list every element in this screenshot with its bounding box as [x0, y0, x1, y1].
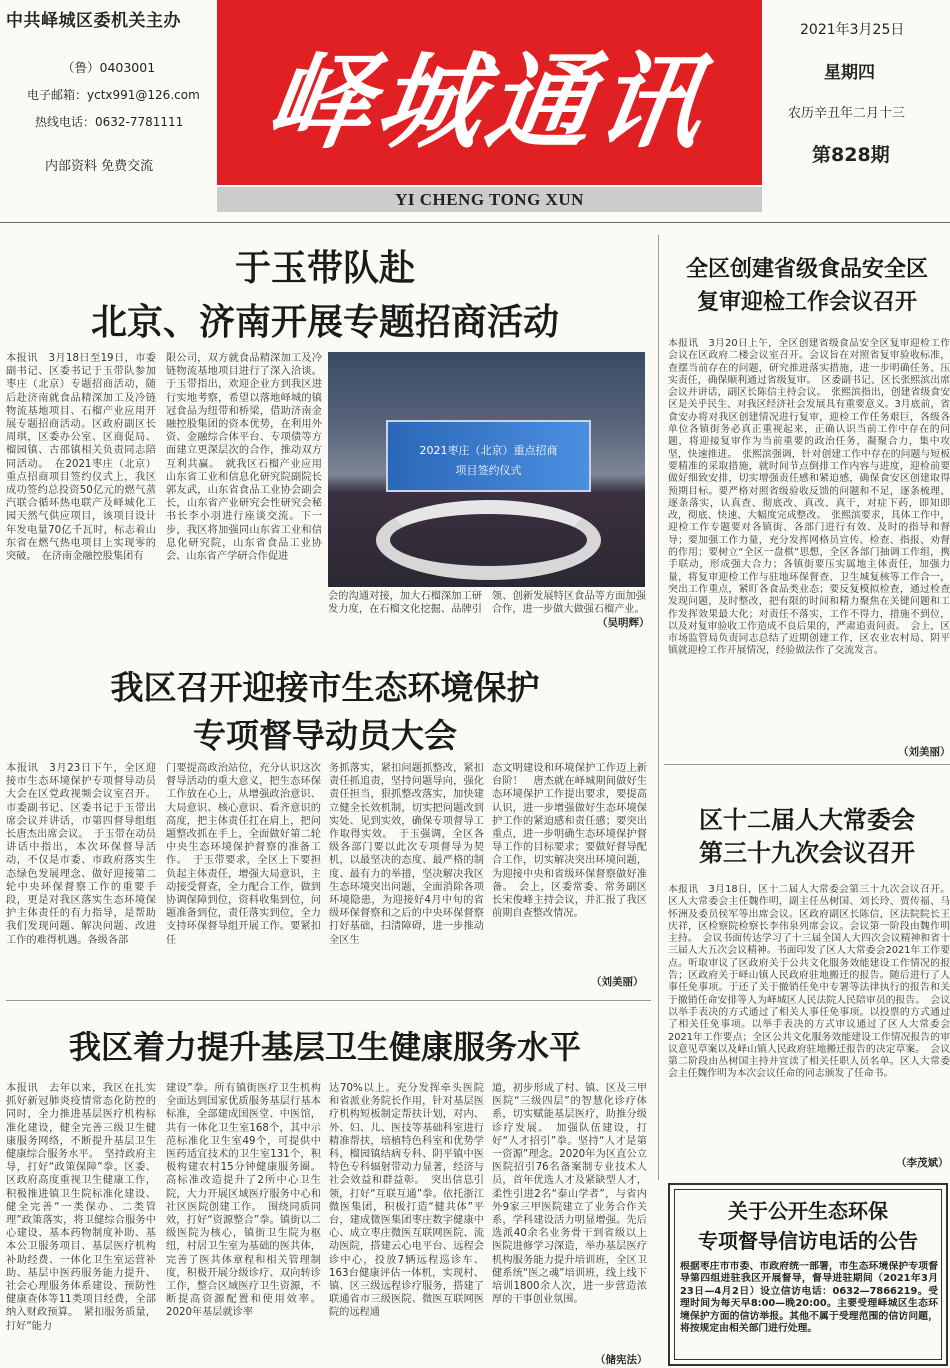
- masthead-rule: [0, 222, 950, 223]
- art2-headline-2: 专项督导动员大会: [193, 716, 457, 755]
- art4-byline: （刘美丽）: [898, 746, 950, 758]
- art3-column-2: 建设”拳。所有镇街医疗卫生机构全面达到国家优质服务基层行基本标准，全部建成国医堂、中医馆，共有一体化卫生室168个，其中示范标准化卫生室49个，可提供中医药适宜技术的卫生室131个，积极构建农村15分钟健康服务圈。高标准改造提升了2所中心卫生院，大力开展区域医疗服务中心和社区医院创建工作。 围绕同质同效，打好“资源整合”拳。镇街以二级医院为核心，镇街卫生院为枢纽，村居卫生室为基础的医共体，完善了医共体章程和相关管理制度，积极开展分级诊疗、双向转诊工作，整合区域医疗卫生资源，不断提高资源配置和使用效率。2020年基层就诊率: [166, 1083, 321, 1319]
- art4-headline-1: 全区创建省级食品安全区: [685, 257, 928, 282]
- art4-headline-2: 复审迎检工作会议召开: [696, 290, 917, 315]
- art3-headline: 我区着力提升基层卫生健康服务水平: [68, 1028, 581, 1066]
- weekday: 星期四: [824, 63, 875, 83]
- art2-headline-1: 我区召开迎接市生态环境保护: [110, 668, 540, 707]
- art5-byline: （李茂斌）: [896, 1157, 949, 1169]
- art2-column-3: 务抓落实，紧扣问题抓整改，紧扣责任抓追责，坚持问题导向，强化责任担当，狠抓整改落实，加快建立健全长效机制，切实把问题改到实处、见到实效，确保专项督导工作取得实效。 于玉强调，全区各级各部门要以此次专项督导为契机，以最坚决的态度、最严格的制度、最有力的举措，坚决解决我区生态环境突出问题，全面消除各项环境隐患，为迎接好4月中旬的省级环保督察和之后的中央环保督察打好基础，扫清障碍，进一步推动全区生: [329, 763, 484, 946]
- notice-box: [668, 1183, 948, 1366]
- signing-ceremony-photo: [328, 352, 645, 587]
- column-divider: [658, 235, 659, 1180]
- art5-headline-2: 第三十九次会议召开: [699, 839, 915, 867]
- photo-screen-line-2: 项目签约仪式: [455, 464, 522, 477]
- right-separator-1: [664, 764, 950, 765]
- art5-body: 本报讯 3月18日，区十二届人大常委会第三十九次会议召开。区人大常委会主任魏作明，副主任丛树国、刘长玲、贾传福、马怀洲及委员侯军等出席会议。区政府副区长陈信，区法院院长王庆祥，区检察院检察长李伟泉列席会议。会议第一阶段由魏作明主持。 会议书面传达学习了十三届全国人大四次会议精神和省十三届人大五次会议精神。书面印发了区人大常委会2021年工作要点。听取审议了区政府关于公共文化服务效能建设工作情况的报告；区政府关于峄山镇人民政府驻地搬迁的报告。随后进行了人事任免事项。于还了关于撤销任免中专署等法律执行的报告和关于撤销任命安排等人为峄城区人民法院人民陪审员的报告。 会议以举手表决的方式通过了相关人事任免事项。以投票的方式通过了相关任免事项。以举手表决的方式审议通过了区人大常委会2021年工作要点；全区公共文化服务效能建设工作情况报告的审议意见草案以及峄山镇人民政府驻地搬迁报告的决定草案。 会议第二阶段由丛树国主持并宣读了相关任职人员名单。区人大常委会主任魏作明为本次会议任命的同志颁发了任命书。: [668, 884, 950, 1080]
- art5-headline-1: 区十二届人大常委会: [699, 806, 915, 834]
- photo-screen: [386, 420, 591, 492]
- photo-meeting-table: [376, 500, 601, 580]
- distribution-note: 内部资料 免费交流: [45, 159, 154, 174]
- issue-date: 2021年3月25日: [800, 22, 905, 38]
- title-pinyin: YI CHENG TONG XUN: [217, 187, 762, 212]
- art1-column-1: 本报讯 3月18日至19日，市委副书记、区委书记于玉带队参加枣庄（北京）专题招商活动，随后赴济南就食品精深加工及冷链物流基地项目、石榴产业应用开展专题招商活动。区政府副区长周琪，区委办公室、区商促局、榴园镇、古邵镇相关负责同志陪同活动。 在2021枣庄（北京）重点招商项目签约仪式上，我区成功签约总投资50亿元的燃气蒸汽联合循环热电联产及峄城化工园天然气供应项目，该项目设计年发电量70亿千瓦时，标志着山东省在燃气热电项目上实现零的突破。 在济南金融控股集团有: [6, 353, 156, 563]
- notice-body: 根据枣庄市市委、市政府统一部署，市生态环境保护专项督导第四组进驻我区开展督导，督导进驻期间（2021年3月23日—4月2日）设立信访电话：0632—7866219。受理时间为每天早8:00—晚20:00。主要受理峄城区生态环境保护方面的信访举报。其他不属于受理范围的信访问题，将按规定由相关部门进行处理。: [680, 1261, 938, 1335]
- art2-column-4: 态文明建设和环境保护工作迈上新台阶！ 唐杰就在峄城期间做好生态环境保护工作提出要求，要提高认识，进一步增强做好生态环境保护工作的紧迫感和责任感；要突出重点，进一步明确生态环境保护督导工作的目标要求；要做好督导配合工作，切实解决突出环境问题，为迎接中央和省级环保督察做好准备。 会上，区委常委、常务副区长宋俊峰主持会议，并汇报了我区前期自查整改情况。: [492, 763, 647, 920]
- art4-body: 本报讯 3月20日上午，全区创建省级食品安全区复审迎检工作会议在区政府二楼会议室召开。会议旨在对照省复审验收标准，查摆当前存在的问题，研究推进落实措施，进一步明确任务、压实责任，确保顺利通过省级复审。 区委副书记、区长张熙滨出席会议并讲话，副区长陈信主持会议。 张熙滨指出，创建省级食安区是关乎民生、对我区经济社会发展具有重要意义。3月底前，省食安办将对我区创建情况进行复审，迎检工作任务艰巨，各级各单位各镇街务必真正重视起来，正确认识当前工作中存在的问题，将迎接复审作为当前重要的政治任务，凝聚合力，集中攻坚，快速推进。 张熙滨强调，针对创建工作中存在的问题与短板要精准的采取措施，就时间节点倒排工作内容与进度，迎检前要做好细致安排，切实增强责任感和紧迫感，确保食安区创建取得预期目标。要严格对照省级验收反馈的问题和不足，逐条梳理、逐条落实，认真查、彻底改、真改、真干，对症下药，即知即改，彻底、快速、大幅度完成整改。 张熙滨要求，具体工作中，迎检工作专题要对各镇街、各部门进行有效、及时的指导和督导；要加强工作力量，充分发挥网格员宣传、检查、指报、劝督的作用；要树立“全区一盘棋”思想，全区各部门抽调工作组，携手联动，形成强大合力；各镇街要压实属地主体责任，加强力量，将复审迎检工作与驻地环保督查、卫生城复核等工作合一，突出工作重点，紧盯各食品类业态；要反复模拟检查，通过检查发现问题，及时整改，把有限的时间和精力聚焦在关键问题和工作发挥效果最大化；对责任不落实，工作不得力，措施不到位，以及对复审验收工作造成不良后果的，严肃追责问责。 会上，区市场监管局负责同志总结了近期创建工作，区农业农村局、阴平镇就迎检工作开展情况，经验做法作了交流发言。: [668, 338, 950, 657]
- art2-byline: （刘美丽）: [591, 976, 644, 988]
- article-separator: [6, 1000, 651, 1001]
- art1-headline-2: 北京、济南开展专题招商活动: [90, 302, 559, 343]
- photo-screen-line-1: 2021枣庄（北京）重点招商: [419, 444, 558, 457]
- art2-column-2: 门要提高政治站位，充分认识这次督导活动的重大意义，把生态环保工作放在心上，从增强政治意识、大局意识、核心意识、看齐意识的高度，把主体责任扛在肩上，把问题整改抓在手上，全面做好第二轮中央生态环境保护督察的准备工作。 于玉带要求，全区上下要担负起主体责任，增强大局意识，主动接受督查，全力配合工作，做到协调保障到位，资料收集到位，问题准备到位，责任落实到位，全力支持环保督导组开展工作。要紧扣任: [166, 763, 321, 946]
- art1-headline-1: 于玉带队赴: [234, 248, 415, 289]
- art3-column-3: 达70%以上。充分发挥牵头医院和省派业务院长作用，针对基层医疗机构短板制定帮扶计划，对内、外、妇、儿、医技等基础科室进行精准帮扶，培植特色科室和优势学科，榴园镇结病专科、阴平镇中医特色专科辐射带动力显著，经济与社会效益和群益彰。 突出信息引领，打好“互联互通”拳。依托浙江微医集团，积极打造“健共体”平台，建成微医集团枣庄数字健康中心、成立枣庄微医互联网医院、流动医院，搭建云心电平台、远程会诊中心，投放7辆远程巡诊车、163台健康评估一体机，实现村、镇、区三级远程诊疗服务，搭建了联通省市三级医院、微医互联网医院的远程通: [329, 1083, 484, 1319]
- masthead-right: [764, 0, 950, 185]
- art3-byline: （储宪法）: [595, 1354, 648, 1366]
- art2-column-1: 本报讯 3月23日下午，全区迎接市生态环境保护专项督导动员大会在区党政视频会议室召开。市委副书记、区委书记于玉带出席会议并讲话，市第四督导组组长唐杰出席会议。 于玉带在动员讲话中指出，本次环保督导活动，不仅是市委、市政府落实生态绿色发展理念、做好迎接第二轮中央环保督察工作的重要手段，更是对我区落实生态环境保护主体责任的有力指导，是帮助我们发现问题、解决问题、改进工作的难得机遇。各级各部: [6, 763, 156, 946]
- notice-title-2: 专项督导信访电话的公告: [698, 1229, 918, 1253]
- lunar-date: 农历辛丑年二月十三: [788, 106, 906, 121]
- art1-byline: （吴明辉）: [597, 617, 650, 629]
- masthead-title-block: [217, 0, 762, 185]
- hotline: 热线电话：0632-7781111: [35, 115, 184, 129]
- notice-title-1: 关于公开生态环保: [728, 1199, 888, 1223]
- art1-column-2: 限公司，双方就食品精深加工及冷链物流基地项目进行了深入洽谈。于玉带指出，欢迎企业方到我区进行实地考察，希望以落地峄城的镇冠食品为纽带和桥梁，借助济南金融控股集团的资本优势，在利用外资、金融综合体平台、专项债等方面建立更深层次的合作，推动双方互利共赢。 就我区石榴产业应用山东省工业和信息化研究院副院长郭友武，山东省食品工业协会副会长，山东省产业研究会性研究会秘书长李小羽进行座谈交流。下一步，我区将加强同山东省工业和信息化研究院，山东省食品工业协会、山东省产学研合作促进: [166, 353, 322, 563]
- masthead-left: [0, 0, 215, 185]
- art3-column-4: 道，初步形成了村、镇、区及三甲医院“三级四层”的智慧化诊疗体系，切实赋能基层医疗，助推分级诊疗发展。 加强队伍建设，打好“人才招引”拳。坚持“人才是第一资源”理念。2020年为区直公立医院招引76名备案制专业技术人员，首年优选人才及紧缺型人才，柔性引进2名“泰山学者”，与省内外9家三甲医院建立了业务合作关系，学科建设活力明显增强。先后选派40余名业务骨干到省级以上医院进修学习深造，举办基层医疗机构服务能力提升培训班，全区卫健系统“医之魂”培训班，线上线下培训1800余人次，进一步营造浓厚的干事创业氛围。: [492, 1083, 647, 1306]
- registration-number: （鲁）0403001: [62, 60, 156, 75]
- art3-column-1: 本报讯 去年以来，我区在扎实抓好新冠肺炎疫情常态化防控的同时，全力推进基层医疗机构标准化建设，健全完善三级卫生健康服务网络，不断提升基层卫生健康综合服务水平。 坚持政府主导，打好“政策保障”拳。区委、区政府高度重视卫生健康工作，积极推进镇卫生院标准化建设、健全完善“一类保办、二类管理”政策落实，将卫健综合服务中心建设、基本药物制度补助、基本公卫服务项目、基层医疗机构补助经费、一体化卫生室运营补助、基层中医药服务能力提升、社会心理服务体系建设、预防性健康查体等11类项目经费，全部纳入财政预算。 紧扣服务质量，打好“能力: [6, 1083, 156, 1332]
- newspaper-title: 峄城通讯: [259, 39, 717, 163]
- art1-column-3: 会的沟通对接，加大石榴深加工研发力度，在石榴文化挖掘、品牌引领、创新发展特区食品等方面加强合作，进一步做大做强石榴产业。: [328, 591, 646, 616]
- email: 电子邮箱：yctx991@126.com: [27, 88, 200, 102]
- issue-number: 第828期: [812, 144, 890, 166]
- sponsor-text: 中共峄城区委机关主办: [6, 11, 181, 31]
